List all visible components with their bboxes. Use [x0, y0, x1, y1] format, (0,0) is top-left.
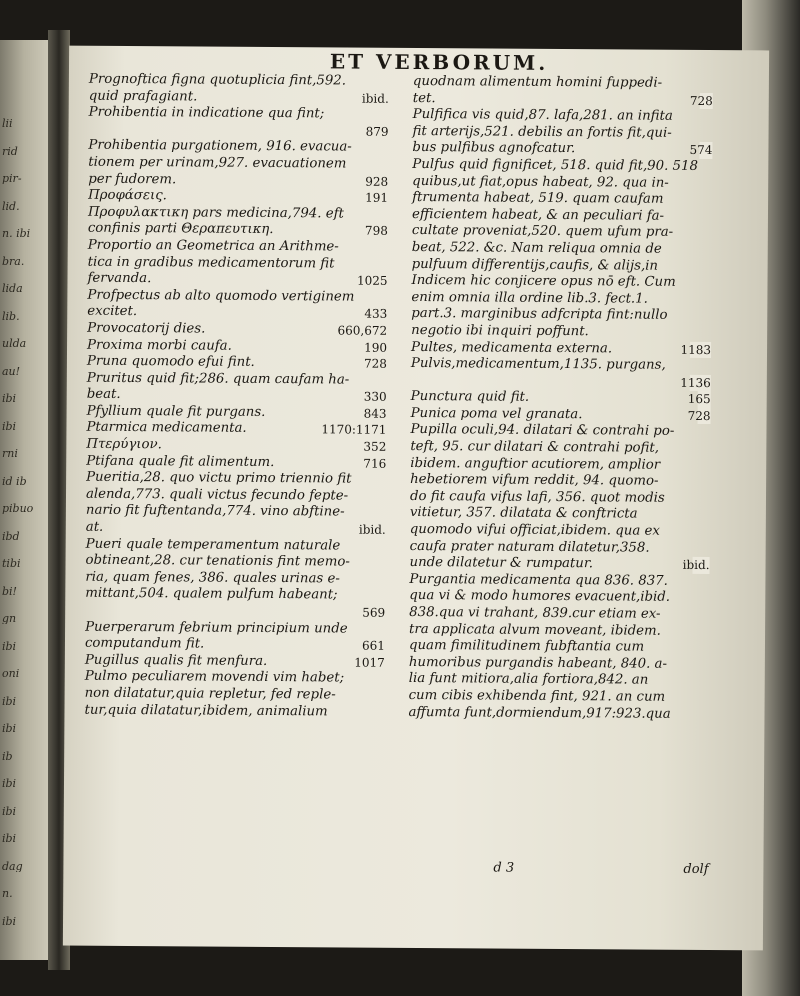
index-entry	[88, 254, 388, 273]
index-entry	[413, 91, 713, 110]
margin-fragment: gn	[2, 613, 17, 624]
index-entry	[87, 271, 387, 290]
entry-text: unde dilatetur & rumpatur.	[409, 555, 594, 572]
margin-fragment: tibi	[2, 558, 21, 569]
index-entry	[411, 273, 711, 292]
entry-text: Prognoftica figna quotuplicia fint,592.	[88, 71, 347, 89]
index-entry	[408, 705, 708, 724]
entry-page-ref: ibid.	[358, 522, 386, 537]
index-entry	[85, 570, 385, 589]
margin-fragment: n.	[2, 888, 13, 899]
index-entry	[411, 339, 711, 358]
index-entry	[85, 686, 385, 705]
index-entry	[89, 121, 389, 140]
entry-text: teft, 95. cur dilatari & contrahi pofit,	[410, 439, 660, 456]
index-entry	[410, 522, 710, 541]
entry-text: Pulfus quid fignificet, 518. quid fit,90. 518	[412, 156, 699, 174]
index-entry	[87, 321, 387, 340]
index-entry	[412, 223, 712, 242]
entry-page-ref: 190	[364, 340, 388, 355]
index-entry	[410, 422, 710, 441]
entry-text: mittant,504. qualem pulfum habeant;	[85, 586, 338, 603]
entry-text: beat.	[86, 386, 121, 403]
index-entry	[412, 190, 712, 209]
index-entry	[87, 404, 387, 423]
margin-fragment: lida	[2, 283, 23, 294]
entry-text: confinis parti Θεραπευτικη.	[87, 221, 274, 238]
entry-text: cultate proveniat,520. quem ufum pra-	[411, 223, 674, 241]
entry-text: Pultes, medicamenta externa.	[411, 339, 613, 356]
entry-text: Pruritus quid fit;286. quam caufam ha-	[86, 370, 350, 388]
entry-text: do fit caufa vifus lafi, 356. quot modis	[409, 488, 665, 506]
entry-text: vitietur, 357. dilatata & conftricta	[409, 505, 638, 522]
entry-text: ria, quam fenes, 386. quales urinas e-	[85, 569, 340, 587]
entry-text: Pruna quomodo efui fint.	[86, 353, 255, 370]
entry-text: fit arterijs,521. debilis an fortis fit,qui-	[412, 123, 672, 141]
index-entry	[86, 453, 386, 472]
margin-fragment: ibi	[2, 393, 17, 404]
entry-text: non dilatatur,quia repletur, fed reple-	[84, 685, 336, 703]
entry-text: part.3. marginibus adfcripta fint:nullo	[411, 306, 668, 324]
entry-text: nario fit fuftentanda,774. vino abftine-	[85, 503, 345, 520]
margin-fragment: ibi	[2, 833, 17, 844]
index-entry	[86, 520, 386, 539]
margin-fragment: ibi	[2, 723, 17, 734]
entry-text: caufa prater naturam dilatetur,358.	[409, 538, 650, 556]
index-entry	[87, 304, 387, 323]
index-entry	[86, 503, 386, 522]
entry-text: at.	[85, 519, 104, 535]
entry-text: Pupilla oculi,94. dilatari & contrahi po-	[410, 422, 675, 440]
entry-text: negotio ibi inquiri poffunt.	[411, 322, 589, 340]
index-entry	[409, 622, 709, 641]
margin-fragment: lii	[2, 118, 13, 129]
entry-page-ref: 843	[363, 406, 387, 421]
entry-text: pulfuum differentijs,caufis, & alijs,in	[411, 256, 659, 274]
entry-text: Proportio an Geometrica an Arithme-	[87, 237, 339, 255]
index-entry	[409, 638, 709, 657]
margin-fragment: lid.	[2, 200, 20, 212]
margin-fragment: bra.	[2, 255, 25, 267]
entry-page-ref: 1183	[680, 342, 712, 357]
margin-fragment: lib.	[2, 310, 20, 322]
index-entry	[86, 437, 386, 456]
index-entry	[84, 702, 384, 721]
entry-page-ref: 928	[365, 174, 389, 189]
entry-text: Pulfifica vis quid,87. lafa,281. an infita	[412, 107, 673, 124]
entry-text: Ptarmica medicamenta.	[86, 420, 247, 437]
index-entry	[409, 588, 709, 607]
entry-text: Πτερύγιον.	[86, 436, 162, 453]
margin-fragment: pibuo	[2, 503, 34, 514]
entry-page-ref: 569	[362, 605, 386, 620]
entry-page-ref: 728	[363, 356, 387, 371]
entry-text: obtineant,28. cur tenationis fint memo-	[85, 552, 350, 570]
entry-text: Prohibentia purgationem, 916. evacua-	[88, 138, 352, 155]
index-entry	[85, 603, 385, 622]
index-entry	[409, 671, 709, 690]
index-entry	[412, 240, 712, 259]
index-entry	[410, 456, 710, 475]
index-entry	[410, 472, 710, 491]
catchword: dolf	[683, 861, 709, 878]
margin-fragment: ibi	[2, 805, 17, 817]
index-entry	[413, 74, 713, 93]
entry-page-ref: ibid.	[361, 91, 389, 106]
entry-text: Purgantia medicamenta qua 836. 837.	[409, 571, 668, 589]
margin-fragment: rni	[2, 448, 18, 459]
index-entry	[412, 124, 712, 143]
entry-text: Pfyllium quale fit purgans.	[86, 403, 266, 420]
entry-page-ref: 798	[364, 223, 388, 239]
margin-fragment: ib	[2, 750, 13, 762]
entry-text: qua vi & modo humores evacuent,ibid.	[409, 588, 671, 606]
entry-page-ref: 716	[363, 456, 387, 471]
index-entry	[89, 105, 389, 124]
index-entry	[88, 204, 388, 223]
entry-text: 838.qua vi trahant, 839.cur etiam ex-	[409, 604, 661, 622]
margin-fragment: ibi	[2, 915, 17, 927]
entry-text: Punica poma vel granata.	[410, 405, 583, 423]
index-column-right	[408, 74, 713, 723]
index-entry	[410, 439, 710, 458]
entry-text: beat, 522. &c. Nam reliqua omnia de	[411, 239, 662, 257]
index-entry	[413, 107, 713, 126]
margin-fragment: ulda	[2, 338, 27, 349]
entry-text: excitet.	[87, 304, 138, 320]
entry-text: quam fimilitudinem fubftantia cum	[408, 638, 645, 655]
index-entry	[412, 207, 712, 226]
entry-page-ref: 661	[362, 638, 386, 653]
entry-text: fervanda.	[87, 270, 152, 287]
running-head: ET VERBORUM.	[329, 49, 549, 75]
index-entry	[85, 669, 385, 688]
entry-text: Puerperarum febrium principium unde	[85, 619, 348, 637]
entry-page-ref: 352	[363, 439, 387, 454]
entry-text: Pueritia,28. quo victu primo triennio fit	[86, 469, 352, 487]
margin-fragment: ibi	[2, 695, 17, 707]
entry-page-ref: 1136	[680, 375, 711, 390]
entry-text: alenda,773. quali victus fecundo fepte-	[85, 486, 349, 504]
index-entry	[410, 539, 710, 558]
margin-fragment: ibd	[2, 530, 20, 542]
index-entry	[88, 238, 388, 257]
margin-fragment: dag	[2, 860, 23, 872]
entry-text: quibus,ut fiat,opus habeat, 92. qua in-	[412, 173, 669, 191]
entry-page-ref: 879	[365, 124, 389, 139]
entry-page-ref: 660,672	[337, 323, 388, 338]
entry-page-ref: 728	[687, 408, 711, 423]
entry-text	[89, 121, 93, 136]
entry-text: Profpectus ab alto quomodo vertiginem	[87, 287, 355, 305]
margin-fragment: ibi	[2, 420, 17, 432]
index-entry	[88, 188, 388, 207]
entry-text: Ptifana quale fit alimentum.	[86, 453, 275, 470]
index-entry	[85, 586, 385, 605]
entry-page-ref: 165	[687, 392, 711, 407]
margin-fragment: rid	[2, 145, 18, 157]
index-entry	[88, 221, 388, 240]
entry-text: quodnam alimentum homini fuppedi-	[412, 73, 663, 91]
index-entry	[87, 370, 387, 389]
entry-text	[85, 603, 89, 618]
margin-fragment: bi!	[2, 585, 17, 597]
entry-text: ibidem. anguftior acutiorem, amplior	[410, 455, 661, 473]
entry-text: quid prafagiant.	[88, 88, 198, 105]
index-entry	[409, 655, 709, 674]
entry-text: per fudorem.	[88, 171, 177, 187]
entry-text: tionem per urinam,927. evacuationem	[88, 154, 347, 172]
index-entry	[411, 389, 711, 408]
entry-text: quomodo vifui officiat,ibidem. qua ex	[409, 521, 660, 539]
entry-text: tica in gradibus medicamentorum fit	[87, 254, 335, 271]
index-entry	[411, 373, 711, 392]
entry-text: tur,quia dilatatur,ibidem, animalium	[84, 702, 328, 719]
entry-text: enim omnia illa ordine lib.3. fect.1.	[411, 289, 648, 307]
margin-fragment: ibi	[2, 640, 17, 652]
index-entry	[85, 652, 385, 671]
entry-text: Προφυλακτικη pars medicina,794. eft	[87, 204, 344, 222]
index-entry	[412, 256, 712, 275]
index-entry	[411, 306, 711, 325]
margin-fragment: oni	[2, 668, 20, 679]
entry-text: computandum fit.	[84, 635, 205, 652]
index-entry	[86, 536, 386, 555]
entry-page-ref: 574	[689, 143, 713, 158]
index-entry	[411, 406, 711, 425]
margin-fragment: ibi	[2, 778, 17, 789]
entry-page-ref: 1170:1171	[321, 422, 387, 438]
entry-text: tra applicata alvum moveant, ibidem.	[409, 621, 661, 639]
entry-text: Pulmo peculiarem movendi vim habet;	[84, 669, 345, 686]
entry-text: Προφάσεις.	[88, 187, 167, 204]
index-entry	[409, 605, 709, 624]
index-entry	[412, 140, 712, 159]
index-entry	[89, 88, 389, 107]
index-entry	[86, 487, 386, 506]
index-entry	[88, 171, 388, 190]
margin-fragment: pir-	[2, 173, 22, 184]
index-entry	[87, 354, 387, 373]
signature-mark: d 3	[493, 860, 515, 876]
index-entry	[412, 157, 712, 176]
entry-text: cum cibis exhibenda fint, 921. an cum	[408, 687, 666, 705]
index-entry	[85, 553, 385, 572]
index-entry	[87, 387, 387, 406]
entry-text: affumta funt,dormiendum,917:923.qua	[408, 704, 671, 722]
entry-text: lia funt mitiora,alia fortiora,842. an	[408, 671, 649, 689]
index-page	[63, 46, 769, 951]
entry-page-ref: 433	[364, 306, 388, 322]
index-entry	[411, 323, 711, 342]
entry-text: hebetiorem vifum reddit, 94. quomo-	[410, 472, 659, 489]
index-entry	[88, 155, 388, 174]
index-entry	[88, 138, 388, 157]
index-entry	[410, 505, 710, 524]
index-entry	[87, 337, 387, 356]
entry-text: tet.	[412, 90, 436, 106]
index-entry	[86, 420, 386, 439]
entry-text: Indicem hic conjicere opus nō eft. Cum	[411, 273, 676, 290]
entry-page-ref: 191	[365, 190, 389, 205]
index-entry	[411, 290, 711, 309]
index-entry	[411, 356, 711, 375]
entry-text: Pugillus qualis fit menfura.	[84, 652, 268, 669]
entry-text	[411, 373, 415, 388]
entry-page-ref: 1017	[354, 655, 385, 670]
index-entry	[409, 572, 709, 591]
index-entry	[412, 174, 712, 193]
entry-page-ref: 728	[689, 93, 713, 108]
entry-page-ref: ibid.	[682, 558, 710, 573]
entry-text: Provocatorij dies.	[87, 320, 206, 337]
margin-fragment: id ib	[2, 475, 27, 487]
entry-text: Punctura quid fit.	[410, 389, 530, 406]
index-entry	[86, 470, 386, 489]
entry-text: Pulvis,medicamentum,1135. purgans,	[410, 356, 666, 373]
entry-text: Proxima morbi caufa.	[87, 337, 232, 354]
entry-text: Prohibentia in indicatione qua fint;	[88, 104, 325, 122]
index-entry	[85, 619, 385, 638]
entry-text: humoribus purgandis habeant, 840. a-	[408, 654, 668, 672]
entry-text: efficientem habeat, & an peculiari fa-	[411, 206, 665, 224]
margin-fragment: n. ibi	[2, 228, 31, 239]
entry-page-ref: 330	[363, 389, 387, 405]
index-entry	[410, 489, 710, 508]
index-entry	[85, 636, 385, 655]
margin-fragment: au!	[2, 365, 21, 377]
entry-text: Pueri quale temperamentum naturale	[85, 536, 341, 554]
index-entry	[409, 688, 709, 707]
entry-text: bus pulfibus agnofcatur.	[412, 140, 576, 157]
index-entry	[409, 555, 709, 574]
entry-text: ftrumenta habeat, 519. quam caufam	[412, 190, 664, 207]
index-entry	[89, 72, 389, 91]
index-entry	[87, 287, 387, 306]
entry-page-ref: 1025	[356, 273, 388, 288]
index-column-left	[84, 72, 389, 721]
